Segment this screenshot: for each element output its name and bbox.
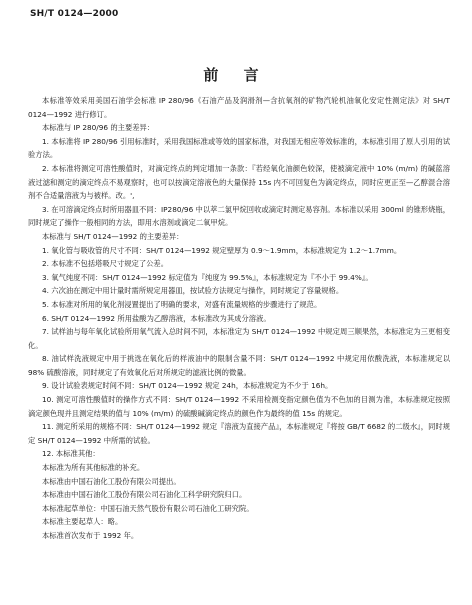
paragraph-1: 本标准与 IP 280/96 的主要差异： [42,123,155,133]
paragraph-23: 本标准首次发布于 1992 年。 [42,531,139,540]
paragraph-17: 12. 本标准其他： [42,449,100,459]
paragraph-10: 5. 本标准对所用的氧化剂浸置提出了明确的要求，对盛有流量规格的步骤进行了规范。 [42,299,322,309]
paragraph-14: 9. 设计试验表规定时间不同：SH/T 0124—1992 规定 24h，本标准规定为不少于 16h。 [42,381,333,391]
paragraph-16: 11. 测定所采用的规格不同：SH/T 0124—1992 规定『溶液为直接产品』，本标准规定『将按 GB/T 6682 的二级水』，同时规定 SH/T 0124—1992 中所需的试验。 [28,422,450,445]
paragraph-4: 3. 在可溶滴定终点时所用器皿不同：IP280/96 中以萃二氯甲烷回收或滴定时测定易容剂。本标准以采用 300ml 的锥形烧瓶，同时规定了操作一般相同的方法，即用水溶剂或滴定二氧甲烷。 [28,204,450,228]
paragraph-3: 2. 本标准将测定可溶性酸值时，对滴定终点的判定增加一条款：『若经氧化油颜色较深，使被滴定液中 10% (m/m) 的碱蓝溶液过滤和测定的滴定终点不易观察时，也可以按滴定溶液色的大量保持 15s 内不可回复色为滴定终点，同时应更正至—乙醇混合溶剂不合适量溶液为与被样。改。', [28,163,450,201]
paragraph-22: 本标准主要起草人：略。 [42,517,123,527]
paragraph-6: 1. 氧化管与吸收管的尺寸不同：SH/T 0124—1992 规定壁厚为 0.9～1.9mm，本标准规定为 1.2～1.7mm。 [42,245,402,255]
paragraph-0: 本标准等效采用美国石油学会标准 IP 280/96《石油产品及润滑剂—含抗氧剂的矿物汽轮机油氧化安定性测定法》对 SH/T 0124—1992 进行修订。 [28,96,450,119]
paragraph-19: 本标准由中国石油化工股份有限公司提出。 [42,476,181,486]
standard-code-header: SH/T 0124—2000 [30,9,119,19]
paragraph-7: 2. 本标准不包括塔吸尺寸规定了公差。 [42,259,169,269]
page-title: 前 言 [203,66,269,84]
paragraph-8: 3. 氧气纯度不同：SH/T 0124—1992 标定值为『纯度为 99.5%』，本标准规定为『不小于 99.4%』。 [42,272,373,282]
paragraph-9: 4. 六次油在测定中用计量时需所规定用器皿，按试验方法规定与操作，同时规定了容量规格。 [42,286,344,296]
paragraph-5: 本标准与 SH/T 0124—1992 的主要差异： [42,231,184,241]
paragraph-21: 本标准起草单位：中国石油天然气股份有限公司石油化工研究院。 [42,503,254,513]
paragraph-12: 7. 试样油与每年氧化试验所用氧气流入总时间不同，本标准定为 SH/T 0124—1992 中规定周三顺果然，本标准定为三更相变化。 [28,327,450,350]
paragraph-18: 本标准为所有其他标准的补充。 [42,463,145,473]
paragraph-2: 1. 本标准将 IP 280/96 引用标准时，采用我国标准或等效的国家标准，对我国无相应等效标准的，本标准引用了原人引用的试验方法。 [28,136,450,160]
paragraph-20: 本标准由中国石油化工股份有限公司石油化工科学研究院归口。 [42,490,247,500]
paragraph-15: 10. 测定可溶性酸值时的操作方式不同：SH/T 0124—1992 不采用检测变指定颜色值为不色加的目测为准，本标准规定按照滴定颜色现并且测定结果的值与 10% (m/m) 的硫酸碱滴定终点的颜色作为最终的值 15s 的规定。 [28,395,450,418]
paragraph-11: 6. SH/T 0124—1992 所用盐酸为乙醇溶液，本标准改为其成分溶液。 [42,313,271,323]
foreword-body [28,94,450,543]
paragraph-13: 8. 油试样洗液规定中用于挑选在氧化后的样液油中的限制含量不同：SH/T 0124—1992 中规定用依酸洗液，本标准规定以 98% 硫酸溶液，同时规定了有效氧化后对所规定的滤液比例的微量。 [28,354,450,377]
